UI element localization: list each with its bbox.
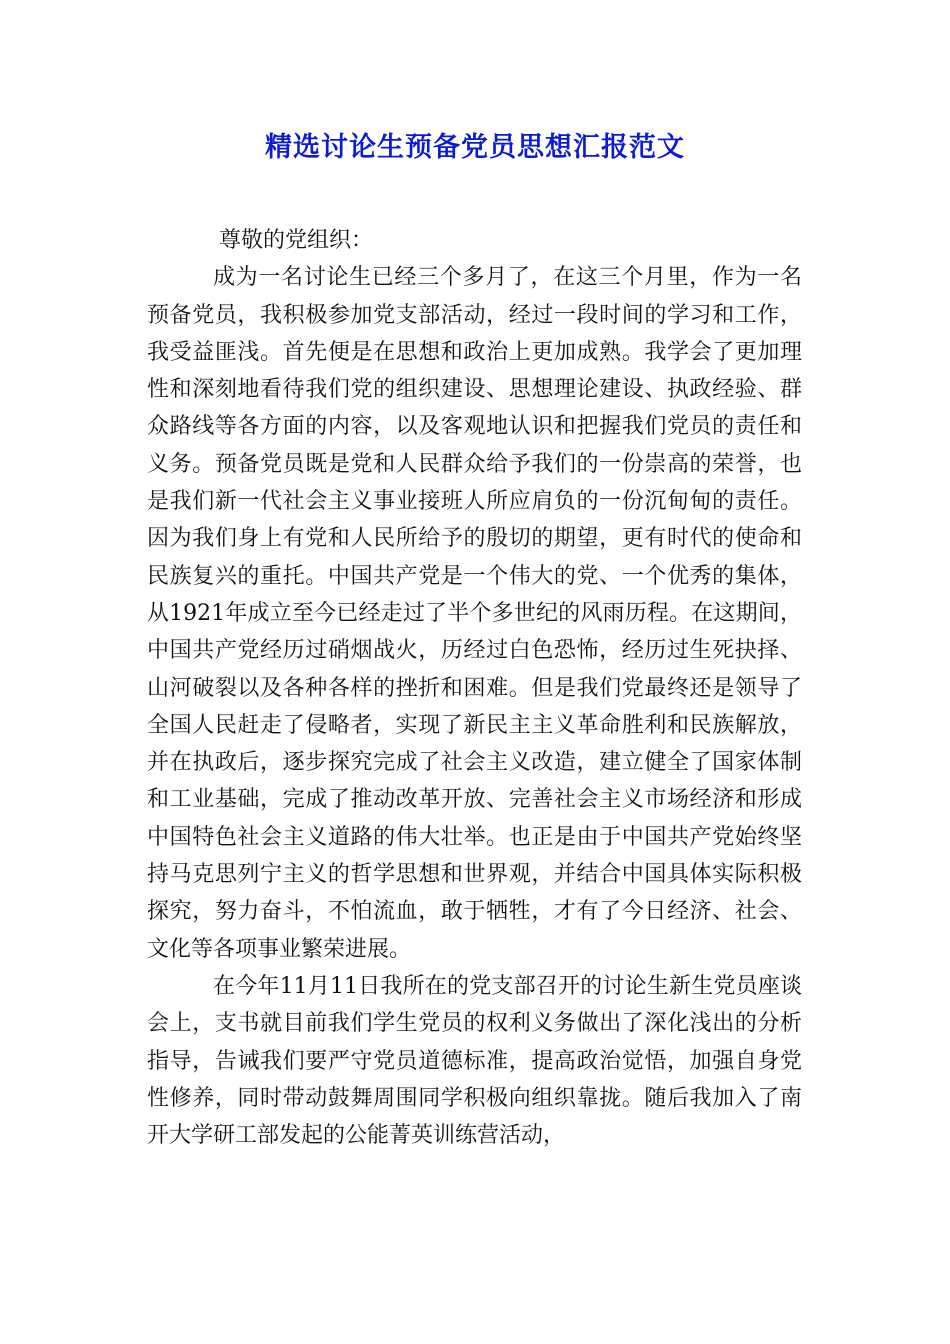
salutation: 尊敬的党组织： — [219, 228, 374, 253]
document-title: 精选讨论生预备党员思想汇报范文 — [265, 132, 685, 163]
document-body — [147, 222, 802, 1154]
paragraph-2: 在今年11月11日我所在的党支部召开的讨论生新生党员座谈会上，支书就目前我们学生党员的权利义务做出了深化浅出的分析指导，告诫我们要严守党员道德标准，提高政治觉悟，加强自身党性修养，同时带动鼓舞周围同学积极向组织靠拢。随后我加入了南开大学研工部发起的公能菁英训练营活动， — [147, 973, 802, 1149]
paragraph-1: 成为一名讨论生已经三个多月了，在这三个月里，作为一名预备党员，我积极参加党支部活动，经过一段时间的学习和工作，我受益匪浅。首先便是在思想和政治上更加成熟。我学会了更加理性和深刻地看待我们党的组织建设、思想理论建设、执政经验、群众路线等各方面的内容，以及客观地认识和把握我们党员的责任和义务。预备党员既是党和人民群众给予我们的一份崇高的荣誉，也是我们新一代社会主义事业接班人所应肩负的一份沉甸甸的责任。因为我们身上有党和人民所给予的殷切的期望，更有时代的使命和民族复兴的重托。中国共产党是一个伟大的党、一个优秀的集体，从1921年成立至今已经走过了半个多世纪的风雨历程。在这期间，中国共产党经历过硝烟战火，历经过白色恐怖，经历过生死抉择、山河破裂以及各种各样的挫折和困难。但是我们党最终还是领导了全国人民赶走了侵略者，实现了新民主主义革命胜利和民族解放，并在执政后，逐步探究完成了社会主义改造，建立健全了国家体制和工业基础，完成了推动改革开放、完善社会主义市场经济和形成中国特色社会主义道路的伟大壮举。也正是由于中国共产党始终坚持马克思列宁主义的哲学思想和世界观，并结合中国具体实际积极探究，努力奋斗，不怕流血，敢于牺牲，才有了今日经济、社会、文化等各项事业繁荣进展。 — [147, 265, 802, 962]
